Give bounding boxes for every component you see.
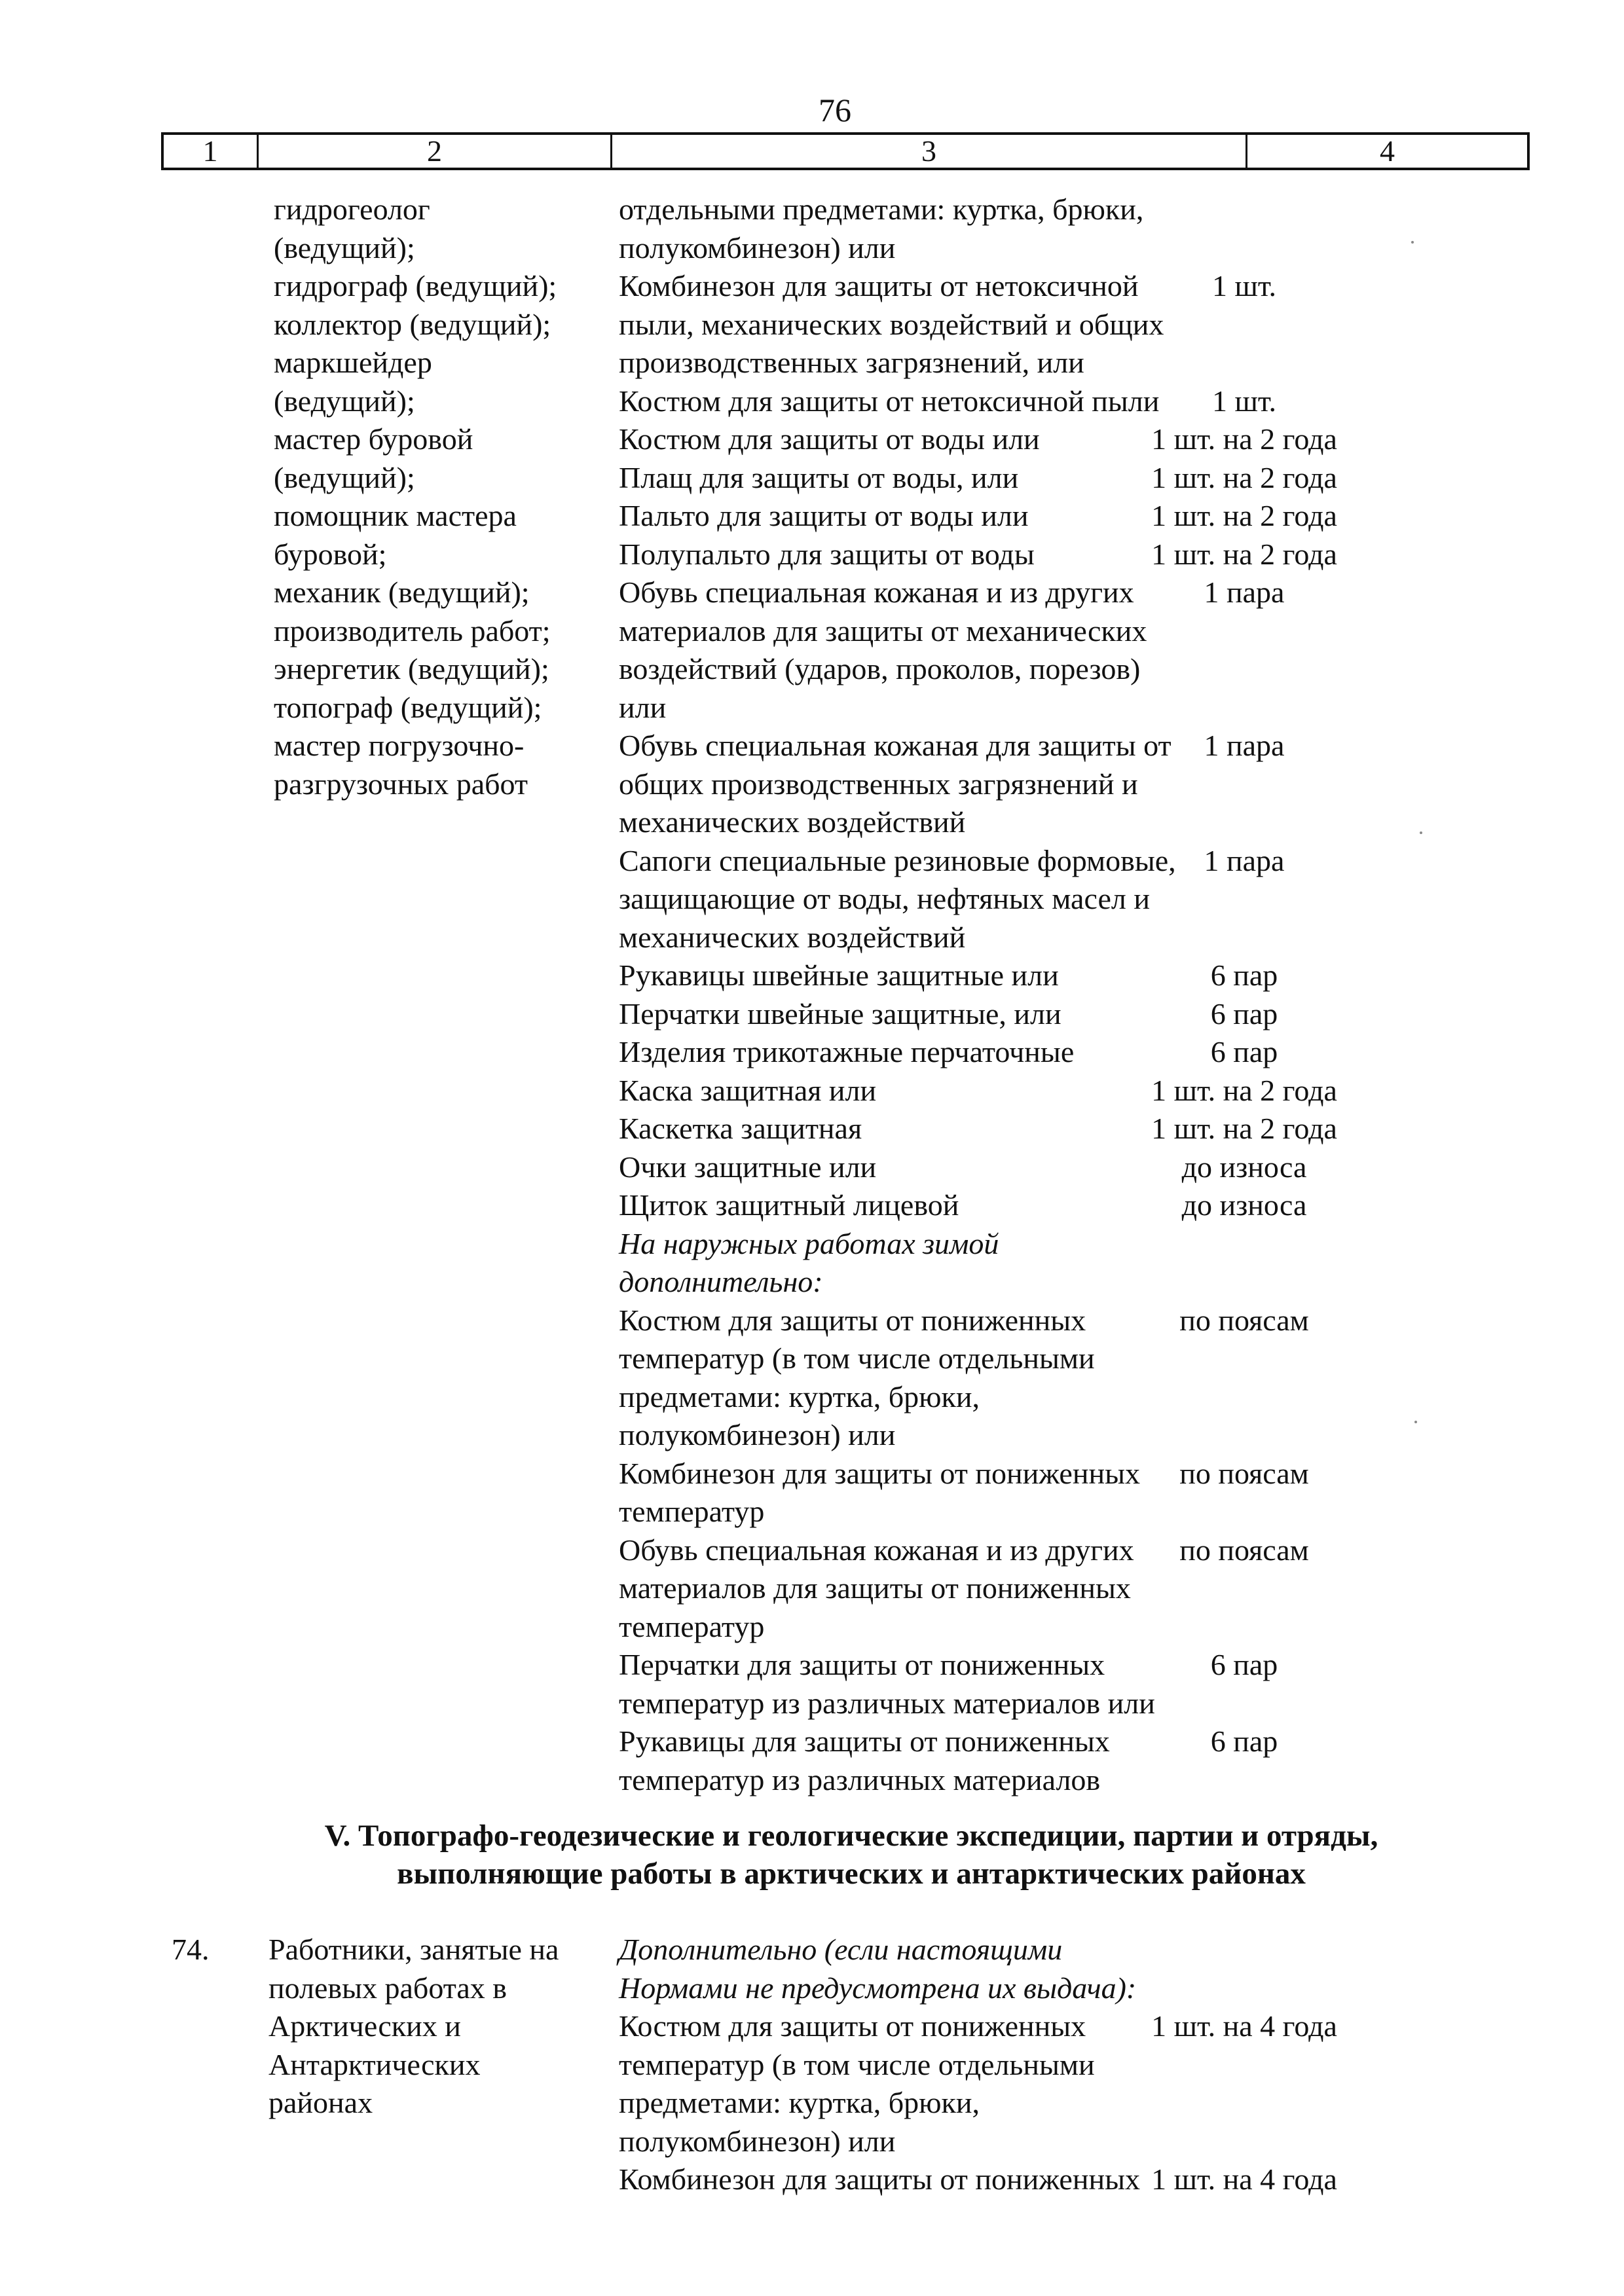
item-line: Сапоги специальные резиновые формовые,: [619, 844, 1176, 877]
quantity-value: по поясам: [1179, 1303, 1309, 1337]
column-header-row: [161, 132, 1530, 170]
scan-speck: [1414, 1421, 1417, 1423]
item-line: Перчатки для защиты от пониженных: [619, 1648, 1105, 1681]
profession-line: коллектор (ведущий);: [274, 308, 551, 341]
quantity-value: до износа: [1181, 1150, 1307, 1184]
item-line: Рукавицы для защиты от пониженных: [619, 1724, 1110, 1758]
item-subheading: Дополнительно (если настоящими: [619, 1933, 1063, 1966]
item-line: полукомбинезон) или: [619, 231, 896, 264]
quantity-value: 1 шт.: [1211, 384, 1277, 418]
item-line: отдельными предметами: куртка, брюки,: [619, 192, 1144, 226]
item-subheading: Нормами не предусмотрена их выдача):: [619, 1971, 1137, 2005]
item-line: материалов для защиты от механических: [619, 614, 1147, 647]
item-line: полукомбинезон) или: [619, 1418, 896, 1451]
scan-speck: [1411, 241, 1414, 244]
quantity-value: 1 шт. на 4 года: [1151, 2162, 1337, 2196]
profession-line: Антарктических: [268, 2048, 481, 2081]
profession-line: производитель работ;: [274, 614, 551, 647]
profession-line: (ведущий);: [274, 461, 415, 494]
quantity-value: 1 шт. на 2 года: [1151, 1112, 1337, 1145]
item-line: механических воздействий: [619, 805, 966, 839]
quantity-value: 1 шт. на 2 года: [1151, 422, 1337, 456]
item-line: полукомбинезон) или: [619, 2124, 896, 2158]
item-line: температур: [619, 1610, 765, 1643]
quantity-value: по поясам: [1179, 1457, 1309, 1490]
quantity-value: 1 шт. на 2 года: [1151, 499, 1337, 532]
quantity-value: 1 шт. на 2 года: [1151, 461, 1337, 494]
profession-line: разгрузочных работ: [274, 767, 528, 801]
item-line: Каскетка защитная: [619, 1112, 862, 1145]
item-line: температур (в том числе отдельными: [619, 1341, 1095, 1375]
quantity-value: 1 шт. на 2 года: [1151, 1074, 1337, 1107]
item-line: или: [619, 691, 667, 724]
item-line: температур из различных материалов или: [619, 1686, 1155, 1720]
row-number: 74.: [172, 1933, 210, 1966]
item-line: Рукавицы швейные защитные или: [619, 958, 1059, 992]
item-line: производственных загрязнений, или: [619, 346, 1084, 379]
section-heading-line: выполняющие работы в арктических и антарктических районах: [397, 1857, 1306, 1891]
item-line: Пальто для защиты от воды или: [619, 499, 1029, 532]
item-line: предметами: куртка, брюки,: [619, 2086, 980, 2119]
item-line: Каска защитная или: [619, 1074, 877, 1107]
item-line: температур (в том числе отдельными: [619, 2048, 1095, 2081]
item-line: Полупальто для защиты от воды: [619, 538, 1035, 571]
quantity-value: 1 пара: [1204, 575, 1285, 609]
profession-line: помощник мастера: [274, 499, 517, 532]
item-line: Костюм для защиты от воды или: [619, 422, 1040, 456]
profession-line: полевых работах в: [268, 1971, 507, 2005]
profession-line: гидрогеолог: [274, 192, 430, 226]
profession-line: (ведущий);: [274, 231, 415, 264]
profession-line: гидрограф (ведущий);: [274, 269, 557, 302]
item-line: общих производственных загрязнений и: [619, 767, 1138, 801]
quantity-value: 6 пар: [1210, 997, 1278, 1030]
quantity-value: 6 пар: [1210, 958, 1278, 992]
item-line: Комбинезон для защиты от пониженных: [619, 2162, 1140, 2196]
item-line: Комбинезон для защиты от пониженных: [619, 1457, 1140, 1490]
item-line: Костюм для защиты от пониженных: [619, 2009, 1086, 2043]
quantity-value: 1 шт. на 2 года: [1151, 538, 1337, 571]
column-header-1: 1: [202, 134, 218, 168]
item-line: защищающие от воды, нефтяных масел и: [619, 882, 1150, 915]
item-line: Изделия трикотажные перчаточные: [619, 1035, 1075, 1068]
page-number: 76: [819, 92, 851, 128]
item-line: механических воздействий: [619, 920, 966, 954]
profession-line: районах: [268, 2086, 373, 2119]
quantity-value: 6 пар: [1210, 1035, 1278, 1068]
profession-line: топограф (ведущий);: [274, 691, 542, 724]
item-line: температур из различных материалов: [619, 1763, 1101, 1796]
profession-line: Арктических и: [268, 2009, 461, 2043]
quantity-value: до износа: [1181, 1188, 1307, 1222]
quantity-value: 6 пар: [1210, 1648, 1278, 1681]
item-line: Очки защитные или: [619, 1150, 877, 1184]
profession-line: буровой;: [274, 538, 387, 571]
item-line: Костюм для защиты от нетоксичной пыли: [619, 384, 1160, 418]
item-line: Костюм для защиты от пониженных: [619, 1303, 1086, 1337]
quantity-value: 1 пара: [1204, 729, 1285, 762]
section-heading-line: V. Топографо-геодезические и геологические экспедиции, партии и отряды,: [324, 1819, 1378, 1853]
quantity-value: 1 пара: [1204, 844, 1285, 877]
item-line: Обувь специальная кожаная и из других: [619, 1533, 1134, 1567]
section-heading: [196, 1817, 1506, 1893]
item-line: пыли, механических воздействий и общих: [619, 308, 1164, 341]
item-line: Щиток защитный лицевой: [619, 1188, 959, 1222]
item-line: предметами: куртка, брюки,: [619, 1380, 980, 1413]
item-line: температур: [619, 1495, 765, 1528]
profession-line: энергетик (ведущий);: [274, 652, 549, 685]
item-line: Обувь специальная кожаная для защиты от: [619, 729, 1172, 762]
profession-line: мастер погрузочно-: [274, 729, 525, 762]
profession-line: механик (ведущий);: [274, 575, 530, 609]
quantity-value: 1 шт.: [1211, 269, 1277, 302]
column-header-2: 2: [427, 134, 442, 168]
scan-speck: [1420, 831, 1422, 834]
item-subheading: На наружных работах зимой: [619, 1227, 999, 1260]
profession-line: мастер буровой: [274, 422, 473, 456]
item-line: материалов для защиты от пониженных: [619, 1571, 1131, 1605]
item-line: воздействий (ударов, проколов, порезов): [619, 652, 1141, 685]
item-subheading: дополнительно:: [619, 1265, 823, 1298]
quantity-value: 1 шт. на 4 года: [1151, 2009, 1337, 2043]
item-line: Перчатки швейные защитные, или: [619, 997, 1061, 1030]
column-header-3: 3: [921, 134, 936, 168]
quantity-value: по поясам: [1179, 1533, 1309, 1567]
item-line: Плащ для защиты от воды, или: [619, 461, 1019, 494]
profession-line: маркшейдер: [274, 346, 432, 379]
column-header-4: 4: [1380, 134, 1395, 168]
quantity-value: 6 пар: [1210, 1724, 1278, 1758]
profession-line: Работники, занятые на: [268, 1933, 559, 1966]
profession-line: (ведущий);: [274, 384, 415, 418]
item-line: Обувь специальная кожаная и из других: [619, 575, 1134, 609]
item-line: Комбинезон для защиты от нетоксичной: [619, 269, 1139, 302]
